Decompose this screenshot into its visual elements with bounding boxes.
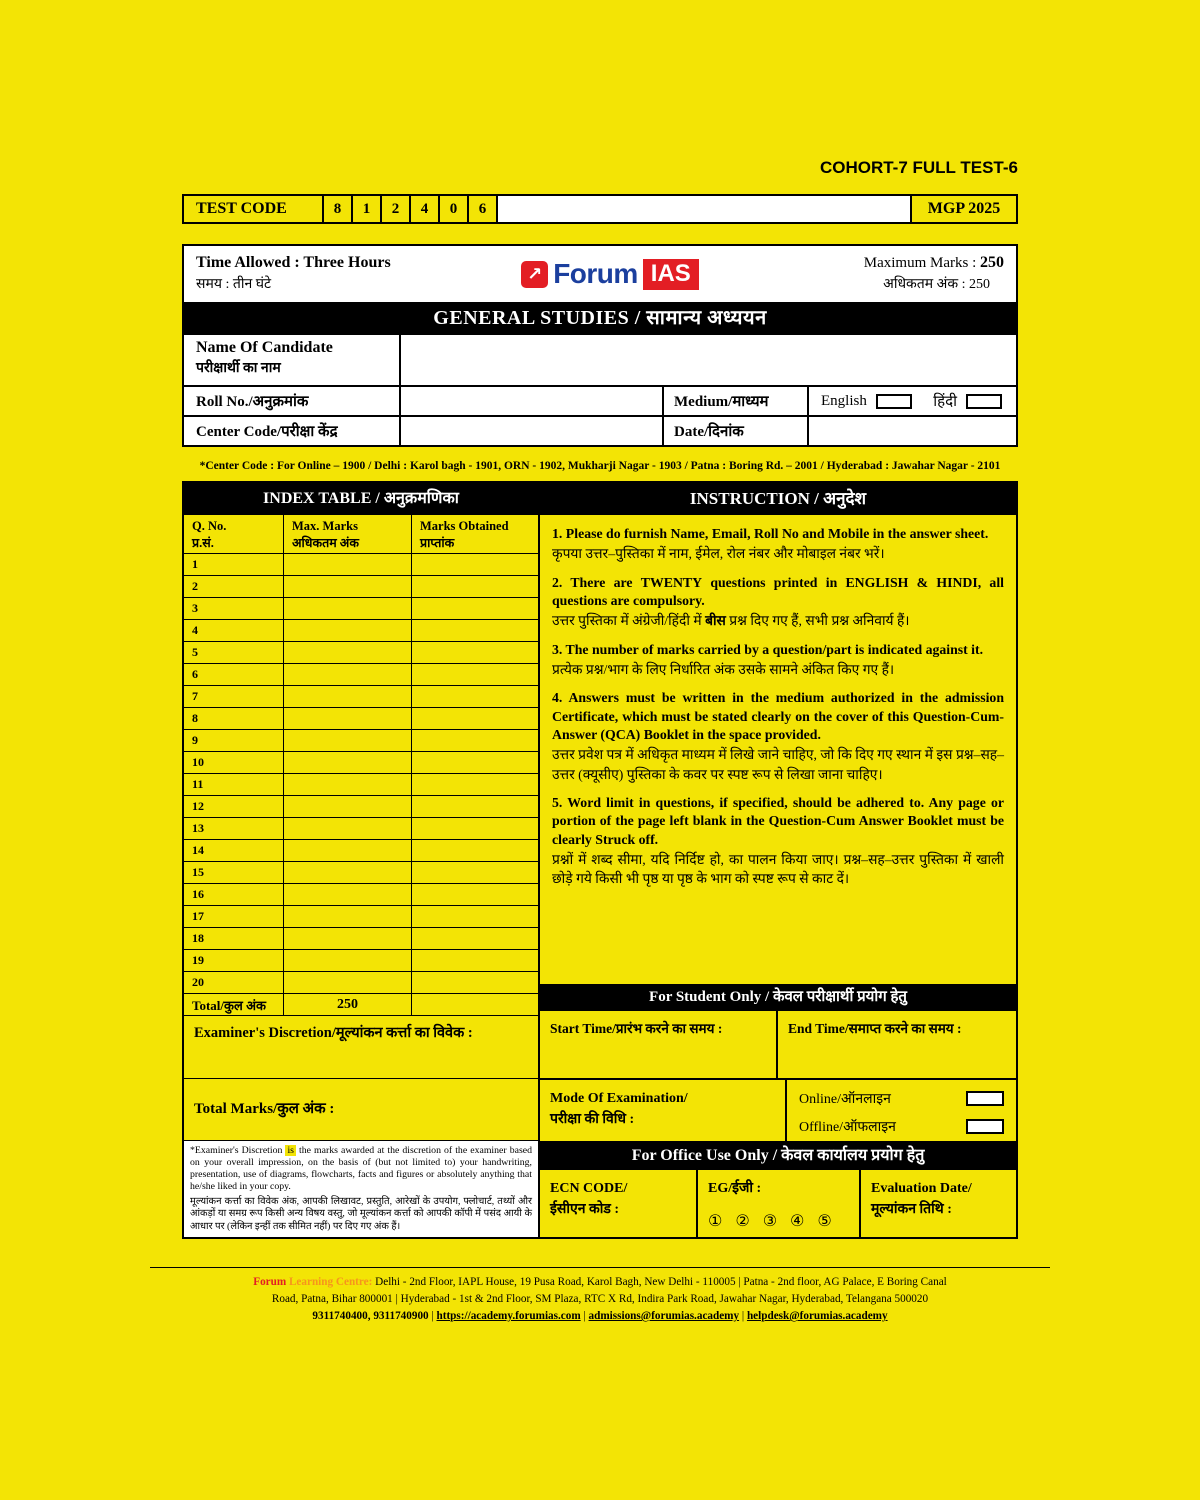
marks-obtained-cell[interactable] bbox=[412, 686, 538, 707]
index-table-row bbox=[184, 598, 538, 620]
max-marks-label-en: Maximum Marks : bbox=[863, 255, 977, 271]
max-marks-cell[interactable] bbox=[284, 664, 412, 685]
qno-cell: 14 bbox=[184, 840, 284, 861]
candidate-name-row bbox=[184, 335, 1016, 385]
candidate-name-label-hi: परीक्षार्थी का नाम bbox=[196, 361, 281, 376]
marks-obtained-cell[interactable] bbox=[412, 950, 538, 971]
instruction-text-en: 2. There are TWENTY questions printed in ENGLISH & HINDI, all questions are compulsory. bbox=[552, 574, 1004, 608]
footnote-en-rest: the marks awarded at the discretion of the examiner based on your overall impression, on the basis of (but not limited to) your handwriting, presentation, use of diagrams, flowcharts, facts and figures or absolutely anything that he/she liked in your copy. bbox=[190, 1145, 533, 1192]
mode-of-exam-row bbox=[540, 1078, 1016, 1141]
test-code-bar bbox=[182, 194, 1018, 224]
max-marks-cell[interactable] bbox=[284, 598, 412, 619]
subject-title-banner: GENERAL STUDIES / सामान्य अध्ययन bbox=[184, 302, 1016, 335]
marks-obtained-cell[interactable] bbox=[412, 576, 538, 597]
max-marks-cell[interactable] bbox=[284, 554, 412, 575]
marks-obtained-cell[interactable] bbox=[412, 796, 538, 817]
end-time-label: End Time/समाप्त करने का समय : bbox=[788, 1021, 962, 1036]
eval-label-hi: मूल्यांकन तिथि : bbox=[871, 1202, 952, 1217]
marks-obtained-cell[interactable] bbox=[412, 708, 538, 729]
footer-address-line-1 bbox=[150, 1274, 1050, 1291]
start-time-label: Start Time/प्रारंभ करने का समय : bbox=[550, 1021, 723, 1036]
logo-forum-text: Forum bbox=[553, 258, 638, 289]
test-code-blank-area bbox=[498, 196, 910, 222]
footer-address-line-2: Road, Patna, Bihar 800001 | Hyderabad - 1st & 2nd Floor, SM Plaza, RTC X Rd, Indira Park Road, Jawahar Nagar, Hyderabad, Telangana 500020 bbox=[271, 1293, 929, 1306]
eg-field bbox=[698, 1170, 861, 1237]
index-table-row bbox=[184, 906, 538, 928]
index-table-header-row bbox=[184, 515, 538, 554]
qno-cell: 3 bbox=[184, 598, 284, 619]
logo-arrow-icon: ↗ bbox=[521, 261, 548, 288]
test-code-digit-1: 8 bbox=[324, 196, 353, 222]
footer-contact-line bbox=[150, 1308, 1050, 1325]
qno-column-header bbox=[184, 515, 284, 553]
test-code-digit-2: 1 bbox=[353, 196, 382, 222]
ecn-code-field[interactable] bbox=[540, 1170, 698, 1237]
offline-option bbox=[799, 1117, 1004, 1136]
candidate-name-label bbox=[184, 335, 401, 385]
office-use-row bbox=[540, 1170, 1016, 1237]
max-marks-cell[interactable] bbox=[284, 620, 412, 641]
index-table-total-row bbox=[184, 994, 538, 1016]
footer-website-link[interactable]: https://academy.forumias.com bbox=[436, 1309, 581, 1322]
index-table-row bbox=[184, 972, 538, 994]
eg-option[interactable]: ⑤ bbox=[817, 1211, 832, 1230]
ecn-label-en: ECN CODE/ bbox=[550, 1181, 628, 1196]
footer-helpdesk-email-link[interactable]: helpdesk@forumias.academy bbox=[746, 1309, 888, 1322]
eg-option[interactable]: ① bbox=[708, 1211, 723, 1230]
qno-cell: 18 bbox=[184, 928, 284, 949]
index-table-row bbox=[184, 686, 538, 708]
index-table-row bbox=[184, 664, 538, 686]
start-end-time-row bbox=[540, 1011, 1016, 1078]
qno-cell: 15 bbox=[184, 862, 284, 883]
marks-obtained-cell[interactable] bbox=[412, 840, 538, 861]
index-table-row bbox=[184, 730, 538, 752]
footer-separator: | bbox=[583, 1309, 586, 1322]
qno-header-hi: प्र.सं. bbox=[192, 535, 214, 550]
time-allowed-hi: समय : तीन घंटे bbox=[196, 277, 272, 292]
qno-cell: 16 bbox=[184, 884, 284, 905]
max-marks-value-hi: 250 bbox=[969, 277, 990, 292]
index-table-row bbox=[184, 752, 538, 774]
examiner-footnote bbox=[184, 1141, 538, 1237]
medium-option-english-label: English bbox=[821, 392, 867, 409]
index-table-row bbox=[184, 576, 538, 598]
qno-cell: 10 bbox=[184, 752, 284, 773]
eg-option[interactable]: ② bbox=[735, 1211, 750, 1230]
eval-label-en: Evaluation Date/ bbox=[871, 1181, 972, 1196]
total-max-marks: 250 bbox=[284, 994, 412, 1015]
roll-no-field[interactable] bbox=[401, 387, 664, 415]
max-marks-column-header bbox=[284, 515, 412, 553]
index-table-row bbox=[184, 840, 538, 862]
start-time-field[interactable] bbox=[540, 1011, 778, 1078]
qno-cell: 8 bbox=[184, 708, 284, 729]
instruction-text-en: 1. Please do furnish Name, Email, Roll No and Mobile in the answer sheet. bbox=[552, 526, 989, 541]
marks-obtained-cell[interactable] bbox=[412, 620, 538, 641]
center-code-field[interactable] bbox=[401, 417, 664, 445]
max-marks-header-en: Max. Marks bbox=[292, 519, 358, 533]
qno-cell: 13 bbox=[184, 818, 284, 839]
max-marks-cell[interactable] bbox=[284, 642, 412, 663]
max-marks-cell[interactable] bbox=[284, 576, 412, 597]
qno-cell: 4 bbox=[184, 620, 284, 641]
index-table-row bbox=[184, 554, 538, 576]
marks-obtained-cell[interactable] bbox=[412, 554, 538, 575]
max-marks-cell[interactable] bbox=[284, 906, 412, 927]
instruction-text-en: 5. Word limit in questions, if specified, should be adhered to. Any page or portion of the page left blank in the Question-Cum Answer Booklet must be clearly Struck off. bbox=[552, 794, 1004, 847]
qno-cell: 1 bbox=[184, 554, 284, 575]
candidate-name-label-en: Name Of Candidate bbox=[196, 339, 333, 356]
roll-no-label: Roll No./अनुक्रमांक bbox=[184, 387, 401, 415]
index-instruction-block bbox=[182, 481, 1018, 1239]
instruction-list bbox=[540, 515, 1016, 984]
time-allowed-en: Time Allowed : Three Hours bbox=[196, 254, 391, 271]
instruction-text-en: 4. Answers must be written in the medium authorized in the admission Certificate, which must be stated clearly on the cover of this Question-Cum-Answer (QCA) Booklet in the space provided. bbox=[552, 690, 1004, 742]
medium-label: Medium/माध्यम bbox=[664, 387, 809, 415]
forumias-logo bbox=[484, 246, 736, 302]
center-code-row bbox=[184, 415, 1016, 445]
footnote-highlight: is bbox=[287, 1145, 294, 1156]
index-table-row bbox=[184, 928, 538, 950]
max-marks-cell[interactable] bbox=[284, 686, 412, 707]
index-table-row bbox=[184, 818, 538, 840]
footer-brand-forum: Forum bbox=[253, 1276, 287, 1289]
english-checkbox[interactable] bbox=[876, 394, 912, 409]
max-marks-cell[interactable] bbox=[284, 730, 412, 751]
footer-admissions-email-link[interactable]: admissions@forumias.academy bbox=[588, 1309, 740, 1322]
ecn-label-hi: ईसीएन कोड : bbox=[550, 1202, 620, 1217]
date-label: Date/दिनांक bbox=[664, 417, 809, 445]
mode-label-hi: परीक्षा की विधि : bbox=[550, 1112, 635, 1127]
eg-label: EG/ईजी : bbox=[708, 1181, 762, 1196]
center-code-label: Center Code/परीक्षा केंद्र bbox=[184, 417, 401, 445]
footnote-hi: मूल्यांकन कर्त्ता का विवेक अंक, आपकी लिखावट, प्रस्तुति, आरेखों के उपयोग, फ्लोचार्ट, तथ्यों और आंकड़ों या समग्र रूप किसी अन्य विषय वस्तु, जो मूल्यांकन कर्त्ता को आपकी कॉपी में पसंद आयी के आधार पर (लेकिन इन्हीं तक सीमित नहीं) पर दिए गए अंक हैं। bbox=[190, 1195, 532, 1232]
test-code-digit-3: 2 bbox=[382, 196, 411, 222]
max-marks-cell[interactable] bbox=[284, 774, 412, 795]
medium-option-hindi-label: हिंदी bbox=[933, 394, 957, 410]
online-checkbox[interactable] bbox=[966, 1091, 1004, 1106]
cohort-title: COHORT-7 FULL TEST-6 bbox=[819, 158, 1018, 177]
instruction-item bbox=[552, 641, 1004, 680]
mode-label-en: Mode Of Examination/ bbox=[550, 1091, 688, 1106]
max-marks-cell[interactable] bbox=[284, 884, 412, 905]
marks-obtained-cell[interactable] bbox=[412, 884, 538, 905]
marks-obtained-cell[interactable] bbox=[412, 928, 538, 949]
qno-cell: 5 bbox=[184, 642, 284, 663]
instruction-item bbox=[552, 794, 1004, 889]
max-marks-cell[interactable] bbox=[284, 928, 412, 949]
eg-option[interactable]: ④ bbox=[790, 1211, 805, 1230]
instruction-text-hi: उत्तर पुस्तिका में अंग्रेजी/हिंदी में बीस प्रश्न दिए गए हैं, सभी प्रश्न अनिवार्य हैं। bbox=[552, 613, 910, 629]
index-table-row bbox=[184, 642, 538, 664]
examiner-discretion-field[interactable]: Examiner's Discretion/मूल्यांकन कर्त्ता का विवेक : bbox=[184, 1016, 538, 1079]
footer-separator: | bbox=[431, 1309, 434, 1322]
index-table-row bbox=[184, 774, 538, 796]
hindi-checkbox[interactable] bbox=[966, 394, 1002, 409]
qno-cell: 9 bbox=[184, 730, 284, 751]
max-marks-value: 250 bbox=[980, 254, 1004, 271]
marks-obtained-cell[interactable] bbox=[412, 752, 538, 773]
test-code-digit-5: 0 bbox=[440, 196, 469, 222]
instruction-column bbox=[540, 483, 1016, 1237]
marks-obtained-cell[interactable] bbox=[412, 642, 538, 663]
total-marks-obtained-cell[interactable] bbox=[412, 994, 538, 1015]
marks-obtained-column-header bbox=[412, 515, 538, 553]
max-marks-block bbox=[736, 246, 1016, 302]
instruction-text-hi: प्रश्नों में शब्द सीमा, यदि निर्दिष्ट हो, का पालन किया जाए। प्रश्न–सह–उत्तर पुस्तिका में खाली छोड़े गये किसी भी पृष्ठ या पृष्ठ के भाग को स्पष्ट रूप से काट दें। bbox=[552, 852, 1004, 887]
student-only-banner: For Student Only / केवल परीक्षार्थी प्रयोग हेतु bbox=[540, 984, 1016, 1011]
max-marks-cell[interactable] bbox=[284, 950, 412, 971]
marks-obtained-cell[interactable] bbox=[412, 906, 538, 927]
marks-obtained-cell[interactable] bbox=[412, 598, 538, 619]
footer-separator: | bbox=[741, 1309, 745, 1322]
max-marks-cell[interactable] bbox=[284, 708, 412, 729]
marks-obtained-cell[interactable] bbox=[412, 972, 538, 993]
time-allowed-block bbox=[184, 246, 484, 302]
footer-brand-learning-centre: Learning Centre: bbox=[288, 1276, 373, 1289]
max-marks-cell[interactable] bbox=[284, 796, 412, 817]
offline-checkbox[interactable] bbox=[966, 1119, 1004, 1134]
qno-cell: 19 bbox=[184, 950, 284, 971]
center-code-note: *Center Code : For Online – 1900 / Delhi : Karol bagh - 1901, ORN - 1902, Mukharji Nagar - 1903 / Patna : Boring Rd. – 2001 / Hyderabad : Jawahar Nagar - 2101 bbox=[199, 460, 1001, 472]
mode-options bbox=[787, 1080, 1016, 1141]
qno-cell: 2 bbox=[184, 576, 284, 597]
test-code-digit-4: 4 bbox=[411, 196, 440, 222]
evaluation-date-field[interactable] bbox=[861, 1170, 1016, 1237]
max-marks-cell[interactable] bbox=[284, 862, 412, 883]
instruction-text-hi: प्रत्येक प्रश्न/भाग के लिए निर्धारित अंक उसके सामने अंकित किए गए हैं। bbox=[552, 662, 895, 677]
marks-obtained-header-hi: प्राप्तांक bbox=[420, 535, 455, 550]
marks-obtained-cell[interactable] bbox=[412, 664, 538, 685]
footer-divider bbox=[150, 1267, 1050, 1268]
date-field[interactable] bbox=[809, 417, 1016, 445]
index-table-row bbox=[184, 950, 538, 972]
footnote-en-prefix: *Examiner's Discretion bbox=[190, 1145, 283, 1156]
qno-cell: 17 bbox=[184, 906, 284, 927]
marks-obtained-cell[interactable] bbox=[412, 818, 538, 839]
marks-obtained-cell[interactable] bbox=[412, 730, 538, 751]
offline-label: Offline/ऑफलाइन bbox=[799, 1120, 896, 1135]
index-table-row bbox=[184, 708, 538, 730]
marks-obtained-cell[interactable] bbox=[412, 774, 538, 795]
instruction-text-en: 3. The number of marks carried by a question/part is indicated against it. bbox=[552, 641, 984, 657]
eg-option[interactable]: ③ bbox=[762, 1211, 778, 1230]
marks-obtained-cell[interactable] bbox=[412, 862, 538, 883]
max-marks-label-hi: अधिकतम अंक : bbox=[883, 277, 966, 292]
roll-no-row bbox=[184, 385, 1016, 415]
qno-cell: 11 bbox=[184, 774, 284, 795]
qno-cell: 7 bbox=[184, 686, 284, 707]
total-marks-field[interactable]: Total Marks/कुल अंक : bbox=[184, 1079, 538, 1141]
max-marks-cell[interactable] bbox=[284, 818, 412, 839]
index-table-title: INDEX TABLE / अनुक्रमणिका bbox=[184, 483, 538, 515]
max-marks-cell[interactable] bbox=[284, 752, 412, 773]
test-code-digit-6: 6 bbox=[469, 196, 498, 222]
office-only-banner: For Office Use Only / केवल कार्यालय प्रयोग हेतु bbox=[540, 1141, 1016, 1170]
online-label: Online/ऑनलाइन bbox=[799, 1092, 891, 1107]
end-time-field[interactable] bbox=[778, 1011, 1016, 1078]
instruction-item bbox=[552, 525, 1004, 564]
instruction-title: INSTRUCTION / अनुदेश bbox=[540, 483, 1016, 515]
instruction-text-hi: कृपया उत्तर–पुस्तिका में नाम, ईमेल, रोल नंबर और मोबाइल नंबर भरें। bbox=[552, 546, 885, 562]
index-table-row bbox=[184, 620, 538, 642]
max-marks-cell[interactable] bbox=[284, 972, 412, 993]
qno-cell: 20 bbox=[184, 972, 284, 993]
index-table-row bbox=[184, 796, 538, 818]
medium-options bbox=[809, 387, 1016, 415]
qno-cell: 12 bbox=[184, 796, 284, 817]
logo-ias-text: IAS bbox=[643, 259, 699, 290]
test-code-label: TEST CODE bbox=[184, 196, 324, 222]
footer bbox=[0, 1267, 1200, 1324]
marks-obtained-header-en: Marks Obtained bbox=[420, 519, 509, 533]
max-marks-header-hi: अधिकतम अंक bbox=[292, 535, 359, 550]
footer-address-1: Delhi - 2nd Floor, IAPL House, 19 Pusa Road, Karol Bagh, New Delhi - 110005 | Patna - 2nd floor, AG Palace, E Boring Canal bbox=[375, 1276, 947, 1289]
index-table-row bbox=[184, 884, 538, 906]
exam-header-box bbox=[182, 244, 1018, 447]
exam-header-row bbox=[184, 246, 1016, 302]
qno-cell: 6 bbox=[184, 664, 284, 685]
index-table-row bbox=[184, 862, 538, 884]
instruction-item bbox=[552, 689, 1004, 784]
online-option bbox=[799, 1089, 1004, 1108]
instruction-item bbox=[552, 574, 1004, 631]
candidate-name-field[interactable] bbox=[401, 335, 1016, 385]
mode-of-exam-label bbox=[540, 1080, 787, 1141]
footnote-en bbox=[190, 1145, 532, 1193]
total-label: Total/कुल अंक bbox=[184, 994, 284, 1015]
footer-phones: 9311740400, 9311740900 bbox=[312, 1309, 429, 1322]
index-table-body bbox=[184, 554, 538, 994]
instruction-text-hi: उत्तर प्रवेश पत्र में अधिकृत माध्यम में लिखे जाने चाहिए, जो कि दिए गए स्थान में इस प्रश्न–सह–उत्तर (क्यूसीए) पुस्तिका के कवर पर स्पष्ट रूप से लिखा जाना चाहिए। bbox=[552, 747, 1004, 782]
index-table-column bbox=[184, 483, 540, 1237]
mgp-2025-badge: MGP 2025 bbox=[910, 196, 1016, 222]
qno-header-en: Q. No. bbox=[192, 519, 227, 533]
eg-options bbox=[708, 1209, 851, 1233]
max-marks-cell[interactable] bbox=[284, 840, 412, 861]
